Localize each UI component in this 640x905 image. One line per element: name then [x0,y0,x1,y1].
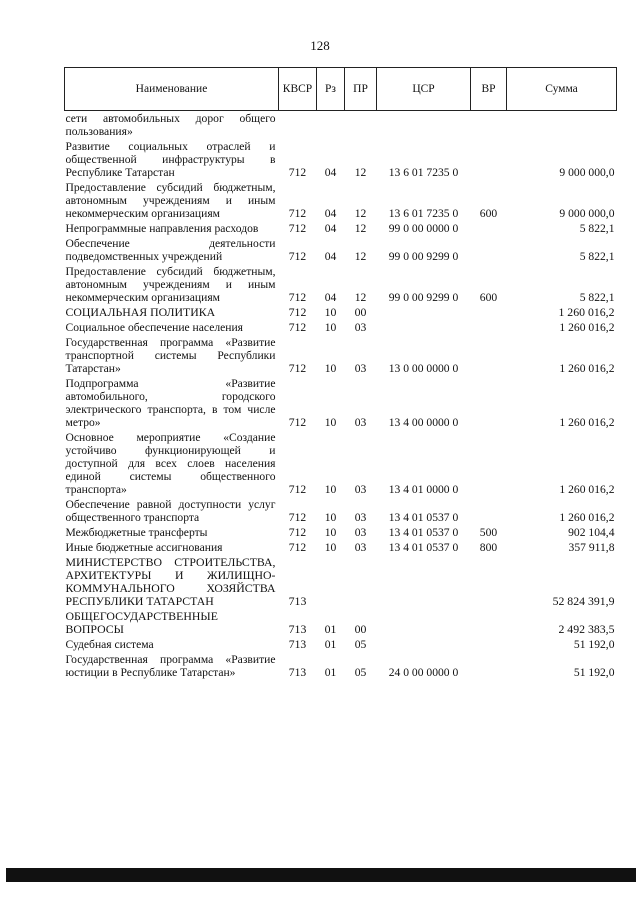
cell-rz: 10 [324,362,337,375]
cell-rz: 10 [324,416,337,429]
cell-name: ОБЩЕГОСУДАРСТВЕННЫЕ ВОПРОСЫ [65,609,218,636]
cell-pr [345,555,377,609]
cell-kvsr: 712 [288,321,307,334]
cell-rz: 04 [324,207,337,220]
cell-sum: 5 822,1 [579,250,615,263]
cell-vr: 600 [479,207,498,220]
cell-vr [471,320,507,335]
scan-footer-bar [6,868,636,882]
table-row [65,180,617,221]
table-header-row [65,68,617,111]
cell-pr: 12 [354,207,367,220]
cell-name: Иные бюджетные ассигнования [65,541,223,554]
cell-vr [471,335,507,376]
cell-name: Предоставление субсидий бюджетным, автономным учреждениям и иным некоммерческим организациям [65,265,276,304]
cell-csr: 13 6 01 7235 0 [388,207,459,220]
table-body [65,111,617,681]
cell-pr: 12 [354,250,367,263]
cell-pr: 03 [354,321,367,334]
cell-sum: 2 492 383,5 [558,622,615,636]
cell-rz: 01 [324,638,337,651]
cell-name: Предоставление субсидий бюджетным, автономным учреждениям и иным некоммерческим организациям [65,181,276,220]
table-row [65,221,617,236]
cell-kvsr: 712 [288,416,307,429]
cell-csr: 13 4 01 0537 0 [388,526,459,539]
cell-rz: 04 [324,222,337,235]
page-number: 128 [310,38,330,53]
cell-pr: 05 [354,666,367,679]
cell-csr: 13 6 01 7235 0 [388,166,459,179]
table-row [65,497,617,525]
cell-pr: 03 [354,511,367,524]
cell-sum: 9 000 000,0 [559,166,615,179]
table-row [65,430,617,497]
cell-rz: 10 [324,321,337,334]
cell-kvsr [279,111,317,140]
cell-rz: 01 [324,666,337,679]
cell-csr: 24 0 00 0000 0 [388,666,459,679]
cell-vr: 800 [479,541,498,554]
budget-table [64,67,617,680]
cell-kvsr: 712 [288,511,307,524]
cell-pr: 00 [354,305,367,319]
cell-name: Социальное обеспечение населения [65,321,244,334]
cell-kvsr: 712 [288,250,307,263]
table-row [65,320,617,335]
cell-pr: 00 [354,622,367,636]
cell-name: Судебная система [65,638,154,651]
cell-pr: 03 [354,416,367,429]
table-row [65,236,617,264]
cell-vr [471,376,507,430]
cell-kvsr: 712 [288,541,307,554]
table-row [65,525,617,540]
cell-rz: 10 [324,541,337,554]
cell-sum: 51 192,0 [573,638,615,651]
cell-sum: 357 911,8 [568,541,615,554]
cell-rz: 04 [324,166,337,179]
cell-vr [471,305,507,320]
cell-vr [471,609,507,637]
cell-pr: 05 [354,638,367,651]
cell-name: Развитие социальных отраслей и общественной инфраструктуры в Республике Татарстан [65,140,276,179]
header-kvsr: КВСР [279,68,317,111]
cell-kvsr: 712 [288,207,307,220]
cell-kvsr: 712 [288,305,307,319]
table-row [65,555,617,609]
cell-kvsr: 712 [288,291,307,304]
header-vr: ВР [471,68,507,111]
cell-csr: 13 0 00 0000 0 [388,362,459,375]
cell-csr: 13 4 01 0537 0 [388,541,459,554]
cell-kvsr: 712 [288,483,307,496]
cell-vr: 500 [479,526,498,539]
header-rz: Рз [317,68,345,111]
cell-csr [377,305,471,320]
cell-pr: 03 [354,526,367,539]
cell-rz: 10 [324,305,337,319]
table-row [65,305,617,320]
cell-sum: 52 824 391,9 [552,594,615,608]
cell-kvsr: 712 [288,166,307,179]
cell-vr [471,652,507,680]
cell-rz: 01 [324,622,337,636]
cell-vr [471,637,507,652]
cell-csr: 13 4 01 0537 0 [388,511,459,524]
cell-rz: 10 [324,511,337,524]
cell-csr [377,555,471,609]
cell-sum: 1 260 016,2 [559,416,615,429]
cell-kvsr: 713 [288,638,307,651]
header-sum: Сумма [507,68,617,111]
cell-rz: 10 [324,483,337,496]
cell-vr [471,430,507,497]
cell-rz: 04 [324,250,337,263]
cell-name: Обеспечение равной доступности услуг общественного транспорта [65,498,276,524]
cell-name: Государственная программа «Развитие транспортной системы Республики Татарстан» [65,336,276,375]
cell-vr [471,236,507,264]
cell-name: сети автомобильных дорог общего пользования» [65,112,276,138]
cell-sum: 5 822,1 [579,222,615,235]
table-row [65,637,617,652]
cell-kvsr: 713 [288,622,307,636]
cell-csr: 13 4 01 0000 0 [388,483,459,496]
cell-rz [317,555,345,609]
cell-pr: 03 [354,483,367,496]
table-row [65,264,617,305]
cell-csr: 13 4 00 0000 0 [388,416,459,429]
table-row [65,609,617,637]
cell-sum [507,111,617,140]
cell-vr [471,555,507,609]
table-row [65,111,617,140]
cell-name: Государственная программа «Развитие юстиции в Республике Татарстан» [65,653,276,679]
cell-vr [471,221,507,236]
cell-sum: 1 260 016,2 [558,305,615,319]
cell-sum: 902 104,4 [568,526,615,539]
cell-rz [317,111,345,140]
cell-name: СОЦИАЛЬНАЯ ПОЛИТИКА [65,305,216,319]
cell-sum: 51 192,0 [573,666,615,679]
cell-name: Обеспечение деятельности подведомственных учреждений [65,237,276,263]
cell-rz: 04 [324,291,337,304]
cell-kvsr: 713 [288,594,307,608]
cell-kvsr: 712 [288,222,307,235]
table-row [65,335,617,376]
cell-pr: 12 [354,222,367,235]
cell-name: Основное мероприятие «Создание устойчиво функционирующей и доступной для всех слоев населения единой системы общественного транспорта» [65,431,276,496]
table-row [65,376,617,430]
cell-pr: 03 [354,362,367,375]
cell-name: Межбюджетные трансферты [65,526,208,539]
header-csr: ЦСР [377,68,471,111]
cell-csr: 99 0 00 9299 0 [388,250,459,263]
cell-vr: 600 [479,291,498,304]
cell-name: МИНИСТЕРСТВО СТРОИТЕЛЬСТВА, АРХИТЕКТУРЫ И ЖИЛИЩНО-КОММУНАЛЬНОГО ХОЗЯЙСТВА РЕСПУБЛИКИ ТАТАРСТАН [65,555,276,608]
cell-sum: 1 260 016,2 [559,321,615,334]
cell-kvsr: 713 [288,666,307,679]
cell-csr [377,111,471,140]
cell-csr: 99 0 00 0000 0 [388,222,459,235]
cell-name: Непрограммные направления расходов [65,222,259,235]
cell-pr [345,111,377,140]
cell-pr: 12 [354,166,367,179]
cell-csr [377,609,471,637]
table-row [65,139,617,180]
cell-pr: 12 [354,291,367,304]
cell-vr [471,139,507,180]
cell-kvsr: 712 [288,362,307,375]
cell-vr [471,111,507,140]
cell-pr: 03 [354,541,367,554]
cell-kvsr: 712 [288,526,307,539]
cell-csr [377,320,471,335]
cell-sum: 1 260 016,2 [559,362,615,375]
cell-sum: 1 260 016,2 [559,483,615,496]
cell-rz: 10 [324,526,337,539]
cell-csr [377,637,471,652]
header-pr: ПР [345,68,377,111]
table-row [65,652,617,680]
header-name: Наименование [65,68,279,111]
cell-sum: 5 822,1 [579,291,615,304]
cell-name: Подпрограмма «Развитие автомобильного, городского электрического транспорта, в том числе метро» [65,377,276,429]
cell-sum: 1 260 016,2 [559,511,615,524]
table-row [65,540,617,555]
cell-vr [471,497,507,525]
cell-csr: 99 0 00 9299 0 [388,291,459,304]
cell-sum: 9 000 000,0 [559,207,615,220]
